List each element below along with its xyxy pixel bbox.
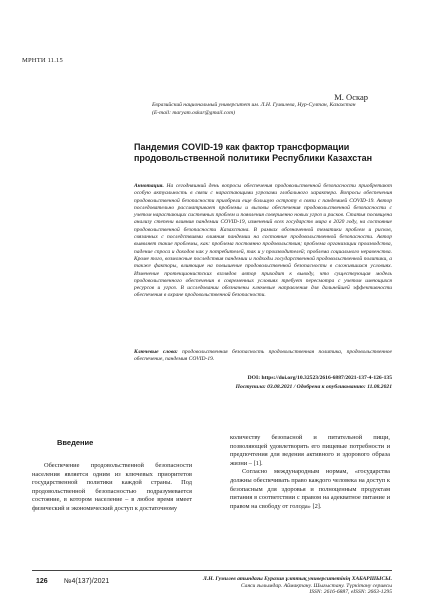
abstract-text: На сегодняшний день вопросы обеспечения продовольственной безопасности приобретают особую актуальность в связи с нарастающими угрозами глобального характера. Вопросы обеспечения продовольственной безопасности приобрели еще большую остроту в связи с пандемией COVID-19. Автор последовательно рассматривает проблемы и вызовы обеспечения продовольственной безопасности с учетом нарастающих системных проблем и появления совершенно новых угроз и рисков. Статья посвящена анализу степени влияния пандемии COVID-19, изменений всех государств мира в 2020 году, на состояние продовольственной безопасности Казахстана. В рамках обозначенной тематики проблем и рисков, связанных с последствиями влияния пандемии на состояние продовольственной безопасности. Автор выявляет такие проблемы, как: проблема постоянно продовольствия; проблема организации производства, падение спроса и доходов как у потребителей, так и у производителей; проблема социального неравенства. Кроме того, возможные последствия пандемии и подходы государственной продовольственной политики, а также факторы, влияющие на повышение продовольственной безопасности в сложившихся условиях. Изменение протекционистских взглядов автор приходит к выводу, что существующая модель продовольственного обеспечения в современных условиях требует пересмотра с учетом имеющихся ресурсов и угроз. В исследовании обозначены ключевые направления для дальнейшей эффективности обеспечения в охране продовольственной безопасности.	[134, 183, 392, 299]
affiliation-email: (E-mail: maryam.oskar@gmail.com)	[152, 109, 235, 116]
keywords	[134, 349, 392, 364]
footer-divider	[32, 570, 392, 571]
journal-series: Саяси ғылымдар. Аймақтану. Шығыстану. Түркітану сериясы	[240, 582, 392, 589]
abstract-label: Аннотация.	[134, 183, 164, 189]
article-title: Пандемия COVID-19 как фактор трансформации продовольственной политики Республики Казахстан	[134, 142, 373, 163]
section-heading-introduction: Введение	[57, 438, 94, 447]
page-number: 126	[36, 578, 48, 585]
journal-title: Л.Н. Гумилев атындағы Еуразия ұлттық университетінің ХАБАРШЫСЫ.	[203, 576, 392, 582]
affiliation-institution: Евразийский национальный университет им. Л.Н. Гумилева, Нур-Султан, Казахстан	[152, 102, 356, 108]
affiliation	[152, 102, 392, 117]
submission-dates: Поступила: 03.08.2021 / Одобрена к опубликованию: 11.08.2021	[235, 384, 392, 390]
mrnti-code: МРНТИ 11.15	[22, 57, 63, 64]
keywords-text: продовольственная безопасность продовольственная политика, продовольственное обеспечение, пандемия COVID-19.	[134, 349, 392, 363]
doi-link[interactable]: DOI: https://doi.org/10.32523/2616-6887/2021-137-4-126-135	[247, 375, 392, 381]
journal-issn: ISSN: 2616-6887, eISSN: 2663-1295	[309, 589, 392, 596]
body-column-left	[32, 462, 192, 514]
body-column-right	[230, 434, 390, 511]
journal-info	[152, 576, 392, 596]
keywords-label: Ключевые слова:	[134, 349, 178, 355]
paragraph: количеству безопасной и питательной пищи, позволяющей удовлетворять его пищевые потребности и предпочтения для ведения активного и здорового образа жизни – [1].	[230, 434, 390, 467]
paragraph: Обеспечение продовольственной безопасности населения является одним из ключевых приоритетов государственной политики каждой страны. Под продовольственной безопасностью подразумевается состояние, в котором население – в любое время имеет физический и экономический доступ к достаточному	[32, 462, 192, 512]
author-name: М. Оскар	[334, 92, 368, 102]
issue-number: №4(137)/2021	[64, 578, 110, 585]
abstract	[134, 183, 392, 300]
paragraph: Согласно международным нормам, «государства должны обеспечивать право каждого человека на доступ к безопасным для здоровья и полноценным продуктам питания в соответствии с правом на адекватное питание и правом на свободу от голода» [2].	[230, 468, 390, 510]
